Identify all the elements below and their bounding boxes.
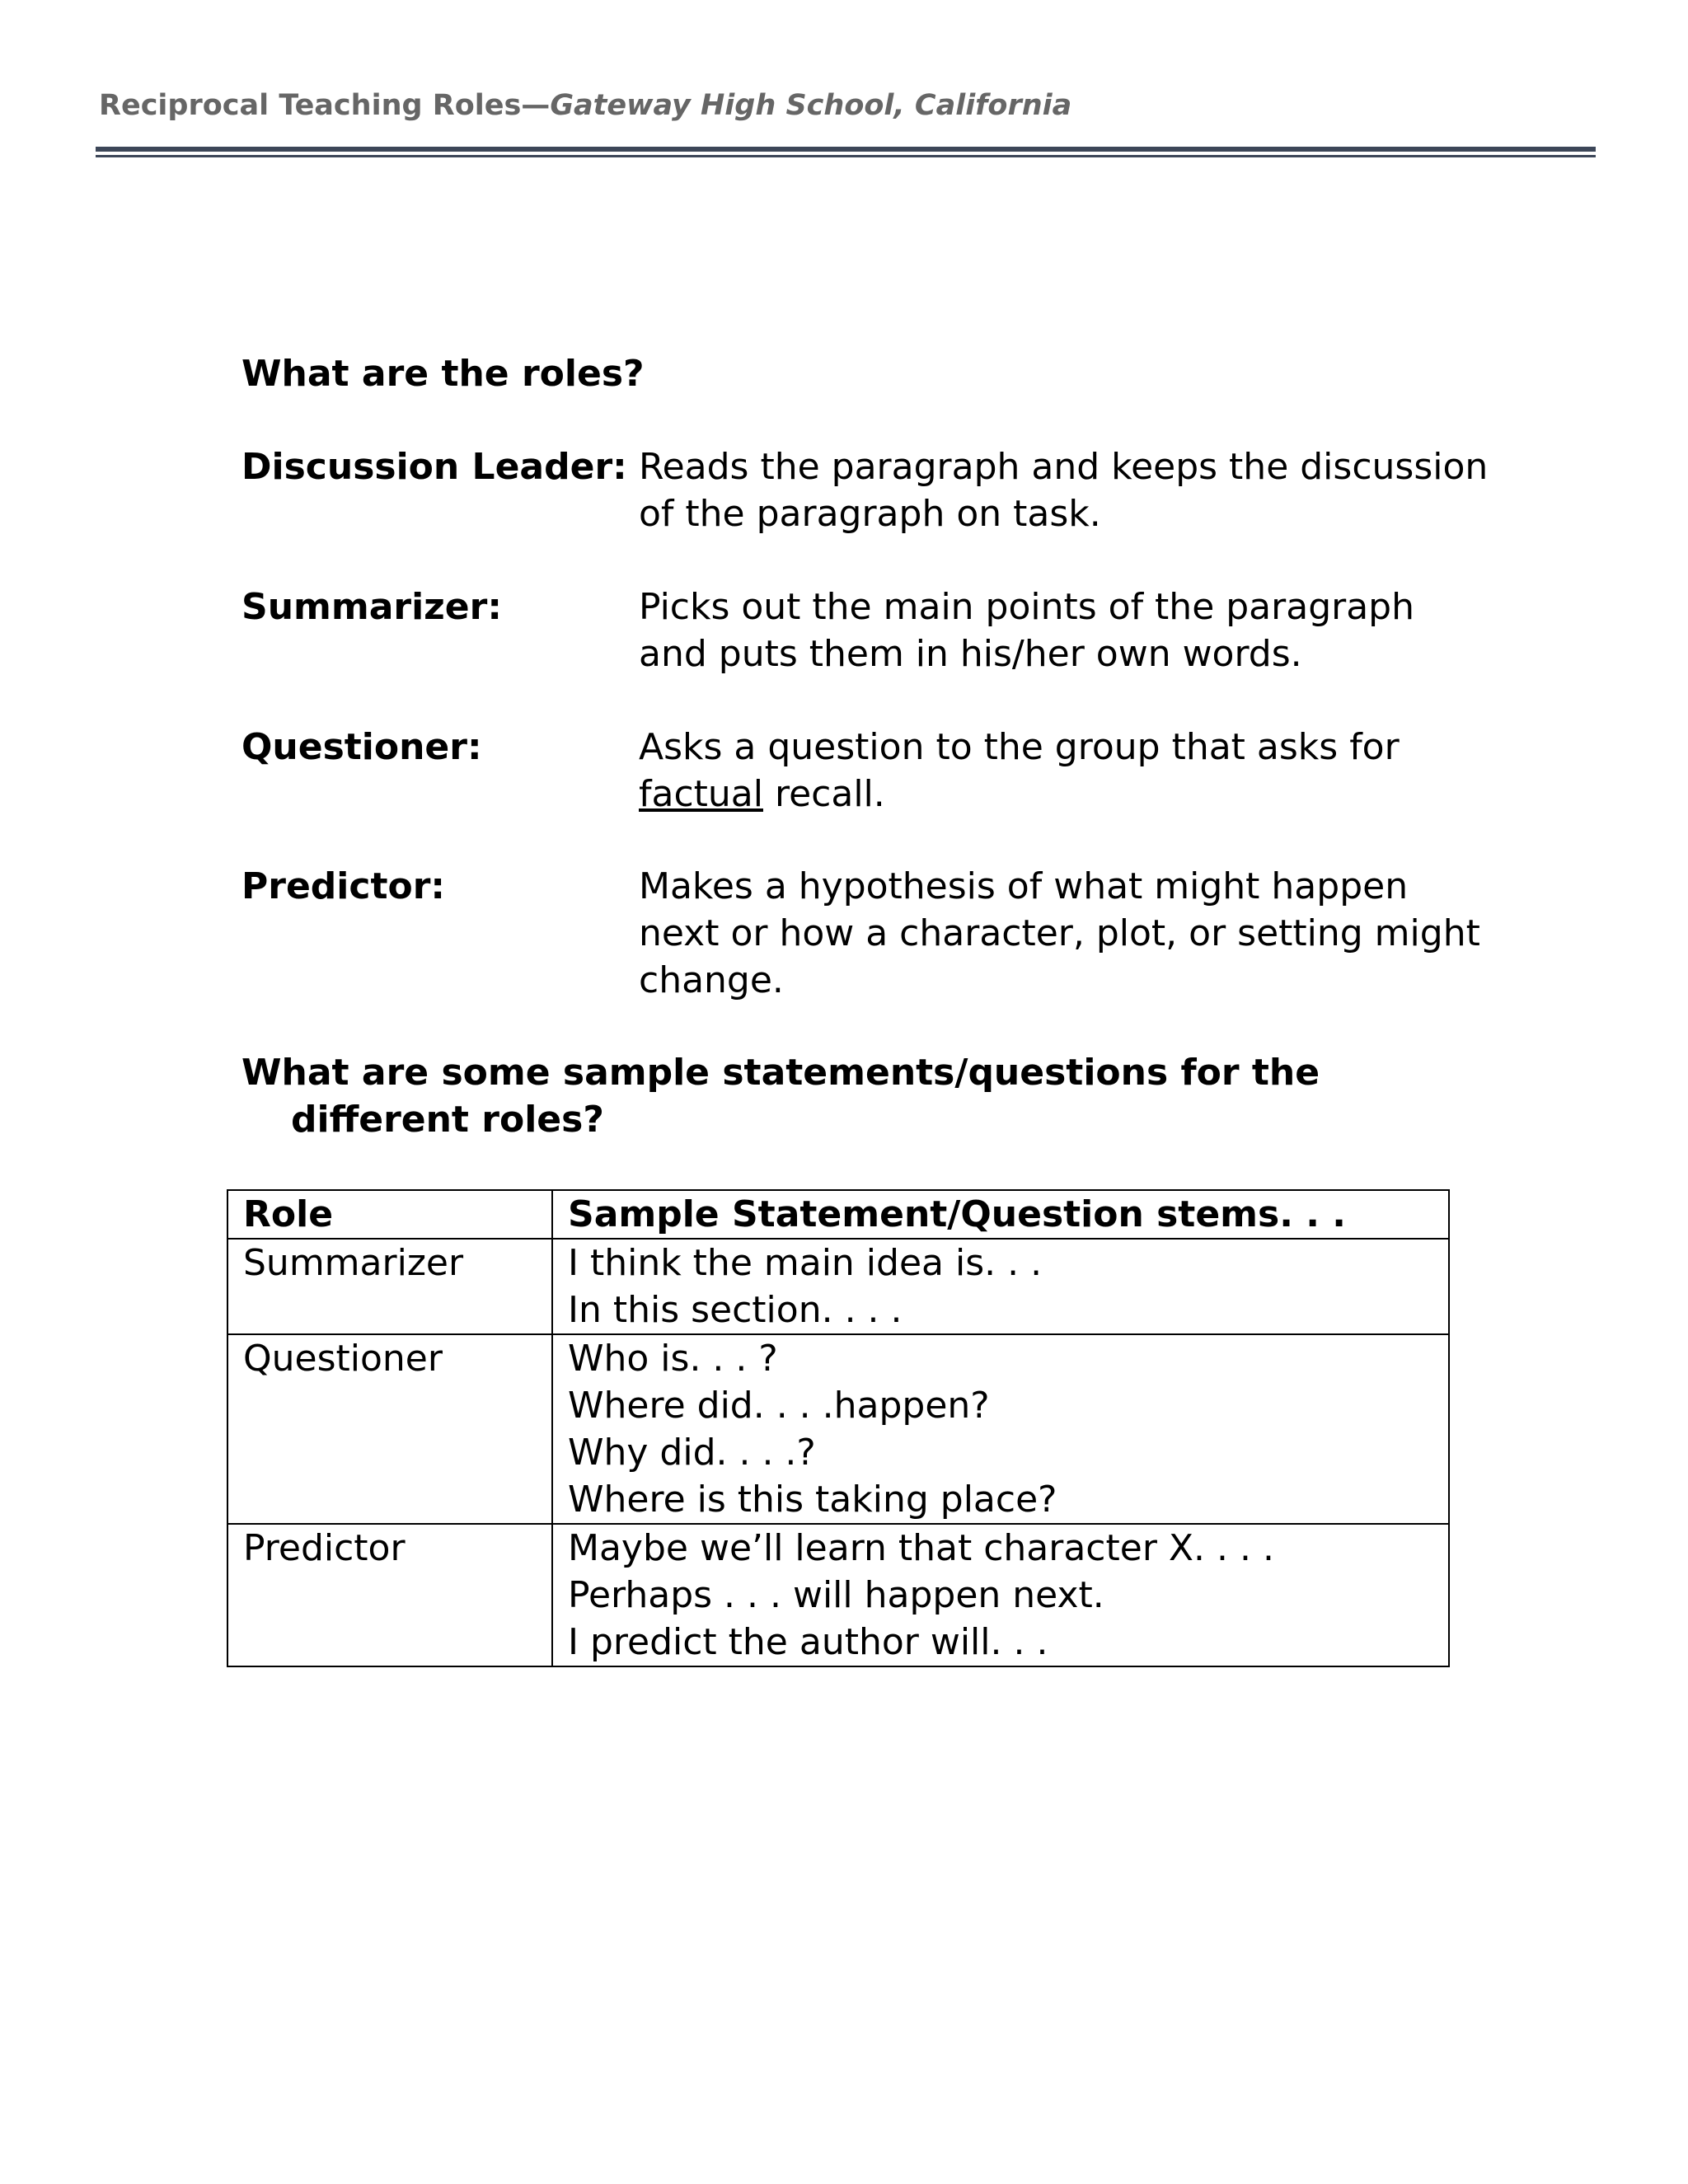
stem-line: Maybe we’ll learn that character X. . . . [568,1527,1274,1569]
samples-heading-line2: different roles? [291,1099,604,1141]
stem-line: Where is this taking place? [568,1479,1057,1521]
role-definition-rest: recall. [762,773,885,815]
role-term: Summarizer: [241,586,502,628]
stem-line: I think the main idea is. . . [568,1242,1043,1284]
role-definition-line: Reads the paragraph and keeps the discussion [639,446,1489,488]
stems-cell [552,1239,1449,1334]
role-cell: Summarizer [227,1239,552,1334]
role-definition [639,443,1489,537]
role-definition-line: next or how a character, plot, or setting might [639,912,1480,954]
stems-cell [552,1524,1449,1666]
role-definition-line: Asks a question to the group that asks for [639,726,1400,768]
header-rule-thin [96,155,1596,157]
role-definition-line [639,771,1463,818]
role-definition-line: change. [639,959,784,1001]
header-title: Reciprocal Teaching Roles— [99,89,551,122]
samples-heading-line1: What are some sample statements/questions for the [241,1052,1320,1094]
role-term: Predictor: [241,865,446,907]
running-header [99,89,1071,122]
stem-line: Where did. . . .happen? [568,1385,990,1427]
role-term: Questioner: [241,726,482,768]
role-cell: Questioner [227,1334,552,1524]
table-row [227,1239,1449,1334]
header-rule-thick [96,147,1596,152]
stem-line: Why did. . . .? [568,1432,816,1474]
table-row [227,1524,1449,1666]
column-header-role: Role [227,1190,552,1239]
role-definition [639,863,1480,1004]
column-header-stems: Sample Statement/Question stems. . . [552,1190,1449,1239]
stem-line: I predict the author will. . . [568,1621,1048,1663]
table-row [227,1334,1449,1524]
role-term: Discussion Leader: [241,446,627,488]
factual-underlined: factual [639,773,763,815]
role-definition [639,583,1463,677]
role-definition-line: Picks out the main points of the paragraph [639,586,1414,628]
stem-line: Who is. . . ? [568,1338,778,1380]
stem-line: Perhaps . . . will happen next. [568,1574,1104,1616]
stem-line: In this section. . . . [568,1289,903,1331]
roles-heading: What are the roles? [241,353,645,395]
role-definition [639,724,1463,818]
role-definition-line: of the paragraph on task. [639,493,1101,535]
header-school: Gateway High School, California [550,89,1072,122]
role-cell: Predictor [227,1524,552,1666]
table-header-row [227,1190,1449,1239]
stems-cell [552,1334,1449,1524]
role-definition-line: and puts them in his/her own words. [639,633,1302,675]
sample-stems-table [227,1189,1450,1667]
samples-heading [241,1049,1320,1143]
role-definition-line: Makes a hypothesis of what might happen [639,865,1409,907]
